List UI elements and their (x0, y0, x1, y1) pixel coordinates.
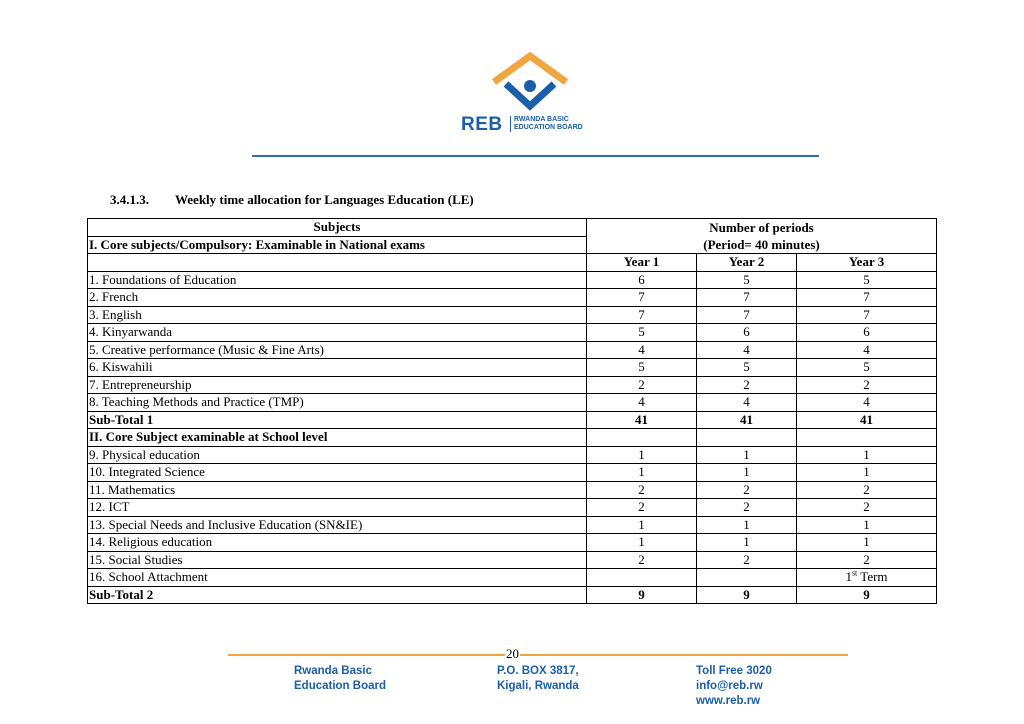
table-row (88, 516, 937, 534)
year-3-periods: 9 (797, 586, 937, 604)
year-1-periods: 2 (587, 551, 697, 569)
subject-name: 7. Entrepreneurship (88, 376, 587, 394)
logo-line-1: RWANDA BASIC (514, 116, 569, 123)
footer-contact (696, 664, 772, 709)
year-1-periods: 41 (587, 411, 697, 429)
table-header-row (88, 219, 937, 237)
year-1-periods: 5 (587, 324, 697, 342)
year-1-periods: 7 (587, 289, 697, 307)
year-1-periods: 4 (587, 341, 697, 359)
year-2-periods: 41 (697, 411, 797, 429)
year-3-periods: 41 (797, 411, 937, 429)
table-row (88, 271, 937, 289)
subject-name: 11. Mathematics (88, 481, 587, 499)
empty-cell (797, 429, 937, 447)
year-1-periods: 2 (587, 481, 697, 499)
year-2-periods: 2 (697, 481, 797, 499)
year-3-header: Year 3 (797, 254, 937, 272)
year-2-periods: 9 (697, 586, 797, 604)
year-3-periods: 4 (797, 341, 937, 359)
table-row (88, 359, 937, 377)
subtotal-row (88, 411, 937, 429)
table-row (88, 464, 937, 482)
year-1-periods: 6 (587, 271, 697, 289)
table-header-row (88, 236, 937, 254)
subject-name: 13. Special Needs and Inclusive Education (SN&IE) (88, 516, 587, 534)
school-level-heading-row (88, 429, 937, 447)
year-2-periods: 1 (697, 534, 797, 552)
subtotal-label: Sub-Total 1 (88, 411, 587, 429)
year-1-periods: 1 (587, 464, 697, 482)
subject-name: 5. Creative performance (Music & Fine Arts) (88, 341, 587, 359)
table-row (88, 376, 937, 394)
year-1-periods: 1 (587, 446, 697, 464)
year-2-periods: 5 (697, 359, 797, 377)
year-3-periods: 2 (797, 499, 937, 517)
subject-name: 3. English (88, 306, 587, 324)
year-2-periods: 1 (697, 516, 797, 534)
year-2-periods: 7 (697, 306, 797, 324)
year-1-header: Year 1 (587, 254, 697, 272)
subject-name: 2. French (88, 289, 587, 307)
year-2-periods: 4 (697, 341, 797, 359)
year-2-periods: 4 (697, 394, 797, 412)
year-2-periods: 1 (697, 464, 797, 482)
year-1-periods: 5 (587, 359, 697, 377)
year-3-periods: 2 (797, 481, 937, 499)
footer-divider (228, 654, 848, 656)
footer-line: info@reb.rw (696, 680, 763, 692)
year-1-periods: 1 (587, 516, 697, 534)
logo-line-2: EDUCATION BOARD (514, 124, 583, 131)
subject-name: 4. Kinyarwanda (88, 324, 587, 342)
term-number: 1 (845, 569, 852, 585)
year-3-periods: 7 (797, 289, 937, 307)
subject-name: 15. Social Studies (88, 551, 587, 569)
table-row (88, 324, 937, 342)
subject-name: 1. Foundations of Education (88, 271, 587, 289)
year-3-periods: 7 (797, 306, 937, 324)
footer-organization (294, 664, 386, 694)
year-3-periods: 6 (797, 324, 937, 342)
year-2-periods: 7 (697, 289, 797, 307)
footer-line: Education Board (294, 680, 387, 692)
table-row (88, 481, 937, 499)
footer-line: Kigali, Rwanda (497, 680, 579, 692)
table-row (88, 551, 937, 569)
subtotal-row (88, 586, 937, 604)
time-allocation-table (87, 218, 937, 604)
table-row (88, 446, 937, 464)
year-2-periods: 6 (697, 324, 797, 342)
footer-line: www.reb.rw (696, 695, 761, 707)
year-3-periods: 5 (797, 271, 937, 289)
section-number: 3.4.1.3. (110, 192, 149, 207)
footer-line: P.O. BOX 3817, (497, 665, 579, 677)
period-note: (Period= 40 minutes) (587, 236, 937, 254)
year-1-periods: 9 (587, 586, 697, 604)
year-3-periods: 4 (797, 394, 937, 412)
table-row (88, 499, 937, 517)
year-1-periods: 2 (587, 499, 697, 517)
empty-cell (697, 429, 797, 447)
year-3-periods: 5 (797, 359, 937, 377)
year-2-periods: 2 (697, 551, 797, 569)
year-3-periods: 2 (797, 551, 937, 569)
periods-header: Number of periods (587, 219, 937, 237)
header-divider (252, 155, 819, 157)
logo-subtitle (510, 116, 583, 132)
year-2-periods: 2 (697, 376, 797, 394)
core-heading: I. Core subjects/Compulsory: Examinable in National exams (88, 236, 587, 254)
year-3-periods: 1 (797, 464, 937, 482)
footer-address (497, 664, 579, 694)
subject-name: 9. Physical education (88, 446, 587, 464)
subtotal-label: Sub-Total 2 (88, 586, 587, 604)
year-3-periods: 2 (797, 376, 937, 394)
year-3-periods: 1 (797, 516, 937, 534)
year-3-periods: 1 (797, 534, 937, 552)
term-word: Term (857, 569, 888, 585)
year-2-header: Year 2 (697, 254, 797, 272)
table-row (88, 289, 937, 307)
year-3-periods (797, 569, 937, 587)
subject-name: 16. School Attachment (88, 569, 587, 587)
section-heading (110, 192, 474, 208)
subject-name: 8. Teaching Methods and Practice (TMP) (88, 394, 587, 412)
empty-cell (88, 254, 587, 272)
reb-logo (455, 52, 605, 144)
subject-name: 14. Religious education (88, 534, 587, 552)
table-row (88, 306, 937, 324)
section-title: Weekly time allocation for Languages Education (LE) (175, 192, 474, 207)
school-level-heading: II. Core Subject examinable at School level (88, 429, 587, 447)
year-header-row (88, 254, 937, 272)
year-1-periods (587, 569, 697, 587)
footer-line: Rwanda Basic (294, 665, 372, 677)
footer-line: Toll Free 3020 (696, 665, 772, 677)
year-1-periods: 2 (587, 376, 697, 394)
year-1-periods: 4 (587, 394, 697, 412)
table-row (88, 394, 937, 412)
term-ordinal: st (851, 568, 858, 578)
year-2-periods: 5 (697, 271, 797, 289)
year-1-periods: 1 (587, 534, 697, 552)
page-number: 20 (506, 646, 519, 661)
year-3-periods: 1 (797, 446, 937, 464)
subjects-header: Subjects (88, 219, 587, 237)
subject-name: 10. Integrated Science (88, 464, 587, 482)
year-2-periods (697, 569, 797, 587)
table-row (88, 534, 937, 552)
empty-cell (587, 429, 697, 447)
reb-emblem-icon (490, 52, 570, 114)
year-2-periods: 1 (697, 446, 797, 464)
table-row (88, 569, 937, 587)
year-2-periods: 2 (697, 499, 797, 517)
table-row (88, 341, 937, 359)
logo-mark: REB (461, 114, 503, 135)
subject-name: 6. Kiswahili (88, 359, 587, 377)
subject-name: 12. ICT (88, 499, 587, 517)
year-1-periods: 7 (587, 306, 697, 324)
